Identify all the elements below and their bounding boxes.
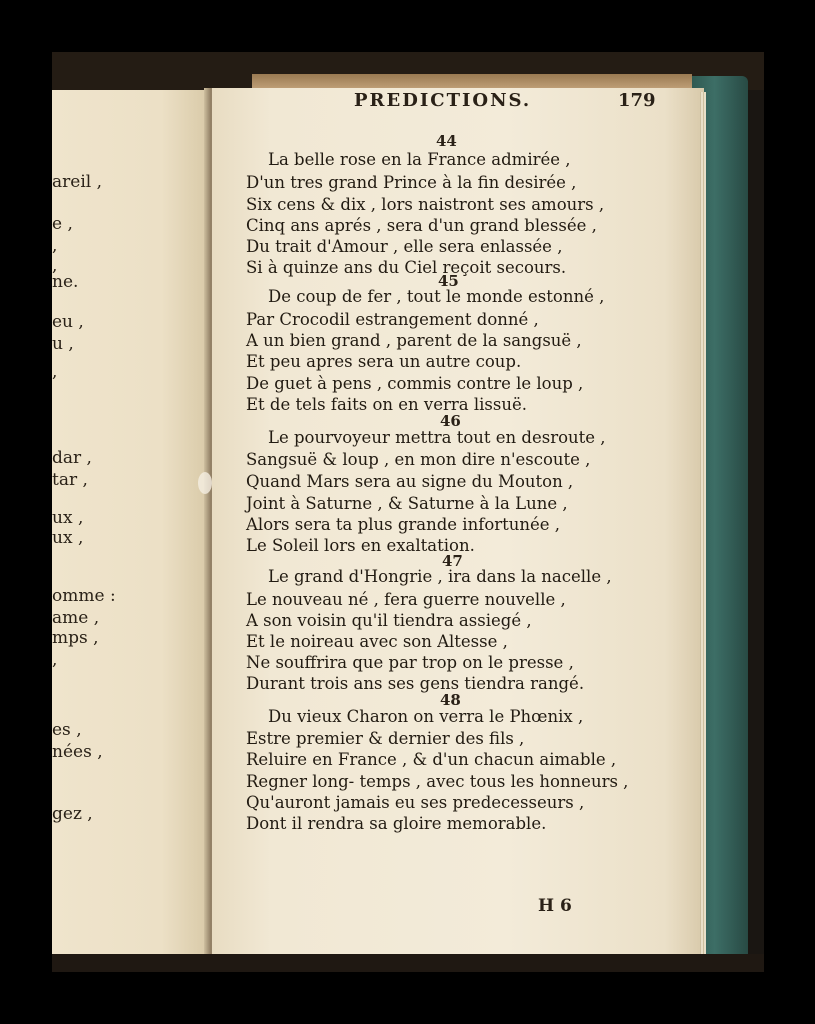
left-fragment: areil , — [52, 172, 103, 192]
verse-line: Le pourvoyeur mettra tout en desroute , — [268, 428, 606, 447]
verse-line: Et le noireau avec son Altesse , — [246, 632, 508, 651]
verse-line: Dont il rendra sa gloire memorable. — [246, 814, 547, 833]
quatrain-number: 45 — [438, 272, 459, 290]
verse-line: Par Crocodil estrangement donné , — [246, 310, 539, 329]
verse-line: Et peu apres sera un autre coup. — [246, 352, 522, 371]
left-fragment: es , — [52, 720, 82, 740]
left-fragment: u , — [52, 334, 74, 354]
verse-line: Cinq ans aprés , sera d'un grand blessée , — [246, 216, 597, 235]
verse-line: A son voisin qu'il tiendra assiegé , — [246, 611, 532, 630]
verse-line: Estre premier & dernier des fils , — [246, 729, 525, 748]
left-fragment: ux , — [52, 528, 84, 548]
verse-line: Le grand d'Hongrie , ira dans la nacelle , — [268, 567, 612, 586]
verse-line: Reluire en France , & d'un chacun aimable , — [246, 750, 617, 769]
verse-line: Regner long- temps , avec tous les honneurs , — [246, 772, 629, 791]
quatrain-number: 46 — [440, 412, 461, 430]
verse-line: Le Soleil lors en exaltation. — [246, 536, 475, 555]
left-fragment: , — [52, 362, 58, 382]
left-fragment: e , — [52, 214, 73, 234]
verse-line: Six cens & dix , lors naistront ses amours , — [246, 195, 605, 214]
page-number: 179 — [618, 90, 656, 111]
signature-mark: H 6 — [538, 896, 572, 916]
running-head: PREDICTIONS. — [354, 90, 532, 111]
verse-line: Qu'auront jamais eu ses predecesseurs , — [246, 793, 585, 812]
verse-line: De coup de fer , tout le monde estonné , — [268, 287, 605, 306]
verse-line: Quand Mars sera au signe du Mouton , — [246, 472, 574, 491]
quatrain-number: 48 — [440, 691, 461, 709]
page-edges — [700, 92, 706, 954]
verse-line: Le nouveau né , fera guerre nouvelle , — [246, 590, 566, 609]
verse-line: Si à quinze ans du Ciel reçoit secours. — [246, 258, 567, 277]
verse-line: Durant trois ans ses gens tiendra rangé. — [246, 674, 585, 693]
left-fragment: , — [52, 650, 58, 670]
left-fragment: ux , — [52, 508, 84, 528]
verse-line: A un bien grand , parent de la sangsuë , — [246, 331, 582, 350]
left-fragment: mps , — [52, 628, 99, 648]
left-fragment: , — [52, 256, 58, 276]
left-fragment: ame , — [52, 608, 100, 628]
left-fragment: nées , — [52, 742, 103, 762]
verse-line: D'un tres grand Prince à la fin desirée , — [246, 173, 577, 192]
quatrain-number: 47 — [442, 552, 463, 570]
verse-line: Du trait d'Amour , elle sera enlassée , — [246, 237, 563, 256]
left-fragment: dar , — [52, 448, 92, 468]
left-fragment: tar , — [52, 470, 88, 490]
quatrain-number: 44 — [436, 132, 457, 150]
verse-line: Ne souffrira que par trop on le presse , — [246, 653, 574, 672]
verse-line: Et de tels faits on en verra lissuë. — [246, 395, 527, 414]
verse-line: Du vieux Charon on verra le Phœnix , — [268, 707, 584, 726]
left-fragment: , — [52, 236, 58, 256]
page-tear — [198, 472, 212, 494]
verse-line: Joint à Saturne , & Saturne à la Lune , — [246, 494, 568, 513]
left-page — [52, 90, 208, 956]
verse-line: La belle rose en la France admirée , — [268, 150, 571, 169]
verse-line: Sangsuë & loup , en mon dire n'escoute , — [246, 450, 591, 469]
left-fragment: eu , — [52, 312, 84, 332]
verse-line: Alors sera ta plus grande infortunée , — [246, 515, 561, 534]
book-photograph — [52, 52, 764, 972]
left-fragment: gez , — [52, 804, 93, 824]
left-fragment: omme : — [52, 586, 116, 606]
shadow-bottom — [52, 954, 764, 972]
left-fragment: ne. — [52, 272, 79, 292]
verse-line: De guet à pens , commis contre le loup , — [246, 374, 584, 393]
